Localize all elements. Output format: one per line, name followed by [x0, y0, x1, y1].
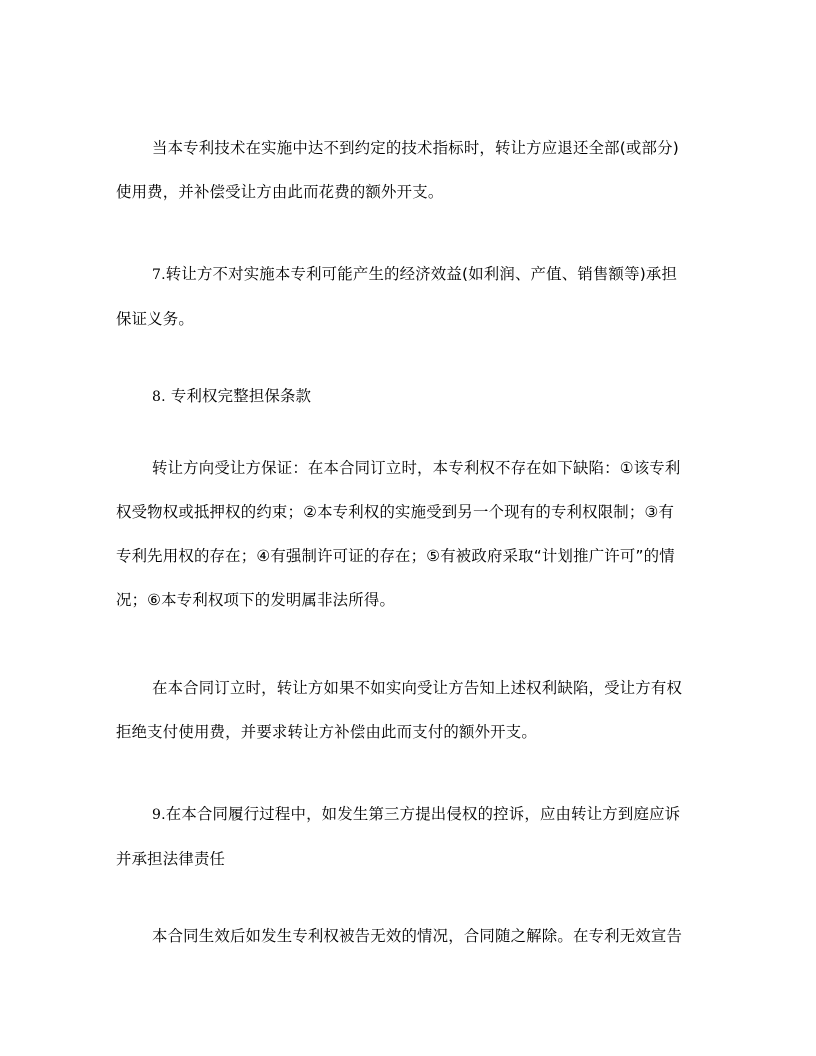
- paragraph-line: [116, 792, 700, 837]
- paragraph-line: 况；⑥本专利权项下的发明属非法所得。: [116, 591, 396, 609]
- paragraph-refusal-right: [116, 666, 700, 754]
- paragraph-item-7: [116, 252, 700, 341]
- paragraph-line: 转让方向受让方保证：在本合同订立时，本专利权不存在如下缺陷：①该专利: [152, 459, 681, 477]
- paragraph-line: 在本合同订立时，转让方如果不如实向受让方告知上述权利缺陷，受让方有权: [152, 679, 683, 697]
- paragraph-item-8-heading: [116, 374, 700, 419]
- paragraph-line-text: 转让方不对实施本专利可能产生的经济效益(如利润、产值、销售额等)承担: [165, 265, 678, 283]
- paragraph-line: [116, 374, 700, 419]
- paragraph-line: 权受物权或抵押权的约束；②本专利权的实施受到另一个现有的专利权限制；③有: [116, 503, 675, 521]
- paragraph-line: 保证义务。: [116, 310, 194, 328]
- paragraph-invalidation: [116, 914, 700, 958]
- paragraph-refund-clause: [116, 126, 700, 214]
- paragraph-line: 本合同生效后如发生专利权被告无效的情况，合同随之解除。在专利无效宣告: [152, 927, 683, 945]
- paragraph-line: 并承担法律责任: [116, 850, 226, 868]
- paragraph-line-text: 专利权完整担保条款: [170, 387, 312, 405]
- paragraph-line-text: 在本合同履行过程中，如发生第三方提出侵权的控诉，应由转让方到庭应诉: [165, 805, 681, 823]
- item-number: 7.: [152, 267, 166, 283]
- paragraph-warranty-defects: [116, 446, 700, 622]
- paragraph-line: [116, 252, 700, 297]
- paragraph-line: 当本专利技术在实施中达不到约定的技术指标时，转让方应退还全部(或部分): [152, 139, 679, 157]
- item-number: 8.: [152, 389, 166, 405]
- paragraph-item-9: [116, 792, 700, 881]
- paragraph-line: 使用费，并补偿受让方由此而花费的额外开支。: [116, 183, 444, 201]
- paragraph-line: 拒绝支付使用费，并要求转让方补偿由此而支付的额外开支。: [116, 723, 537, 741]
- paragraph-line: 专利先用权的存在；④有强制许可证的存在；⑤有被政府采取“计划推广许可”的情: [116, 547, 675, 565]
- item-number: 9.: [152, 807, 166, 823]
